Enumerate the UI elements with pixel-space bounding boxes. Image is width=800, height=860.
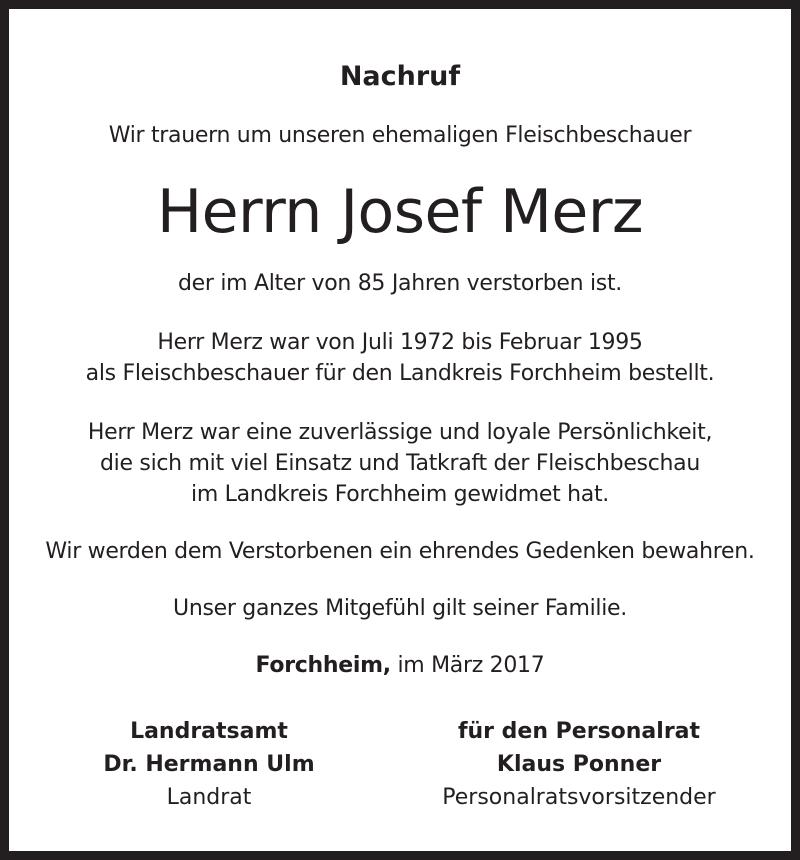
intro-line: Wir trauern um unseren ehemaligen Fleischbeschauer [108,123,692,148]
tenure-line-2: als Fleischbeschauer für den Landkreis Forchheim bestellt. [85,361,715,386]
date: im März 2017 [390,653,545,678]
place-date [9,653,791,678]
signature-org: Landratsamt [130,719,288,744]
obituary-notice [9,9,791,851]
tenure-line-1: Herr Merz war von Juli 1972 bis Februar 1995 [157,330,643,355]
signature-name: Klaus Ponner [496,752,662,777]
signature-left [89,715,329,814]
memory-line: Wir werden dem Verstorbenen ein ehrendes Gedenken bewahren. [45,539,755,564]
signature-org: für den Personalrat [457,719,701,744]
signature-name: Dr. Hermann Ulm [103,752,315,777]
condolence-line: Unser ganzes Mitgefühl gilt seiner Familie. [173,596,627,621]
age-line: der im Alter von 85 Jahren verstorben ist. [177,271,622,296]
deceased-name: Herrn Josef Merz [157,177,643,247]
signature-role: Personalratsvorsitzender [442,785,716,810]
tribute-line-3: im Landkreis Forchheim gewidmet hat. [191,482,609,507]
heading: Nachruf [339,61,461,92]
place: Forchheim, [255,653,391,678]
signature-right [429,715,729,814]
signature-role: Landrat [166,785,252,810]
tribute-line-2: die sich mit viel Einsatz und Tatkraft der Fleischbeschau [100,451,700,476]
tribute-line-1: Herr Merz war eine zuverlässige und loyale Persönlichkeit, [87,420,713,445]
